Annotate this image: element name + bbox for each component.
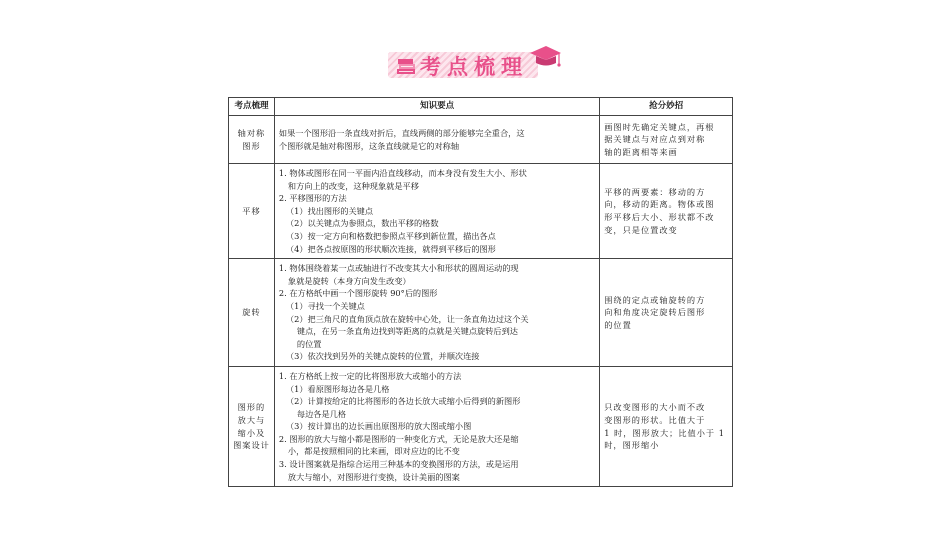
knowledge-line: 3. 设计图案就是指综合运用三种基本的变换图形的方法，或是运用 — [278, 459, 519, 470]
knowledge-line: 小，都是按照相同的比来画，即对应边的比不变 — [287, 446, 460, 457]
knowledge-line: 2. 在方格纸中画一个图形旋转 90°后的图形 — [278, 288, 438, 299]
knowledge-line: （3）按计算出的边长画出原图形的放大图或缩小图 — [285, 421, 472, 432]
knowledge-cell — [274, 116, 599, 164]
tip-cell — [600, 116, 733, 164]
knowledge-table — [228, 97, 733, 487]
table-row — [229, 116, 733, 164]
knowledge-line: 的位置 — [296, 338, 322, 349]
tip-line: 变图形的形状。比值大于 — [604, 414, 706, 425]
knowledge-line: 和方向上的改变，这种现象就是平移 — [287, 180, 419, 191]
topic-line: 图案设计 — [233, 440, 270, 451]
knowledge-line: （1）找出图形的关键点 — [285, 205, 374, 216]
tip-line: 围绕的定点或轴旋转的方 — [604, 294, 706, 305]
tip-line: 变，只是位置改变 — [604, 224, 678, 235]
knowledge-line: （2）以关键点为参照点，数出平移的格数 — [285, 218, 439, 229]
topic-line: 旋转 — [242, 307, 261, 318]
header-tips: 抢分妙招 — [600, 98, 733, 116]
knowledge-line: 1. 物体或图形在同一平面内沿直线移动，而本身没有发生大小、形状 — [278, 168, 527, 178]
table-row — [229, 366, 733, 486]
tip-line: 只改变图形的大小而不改 — [604, 402, 706, 413]
knowledge-line: 2. 图形的放大与缩小都是图形的一种变化方式，无论是放大还是缩 — [278, 433, 519, 444]
knowledge-cell — [274, 259, 599, 367]
books-icon — [396, 58, 418, 76]
knowledge-line: （2）把三角尺的直角顶点放在旋转中心处，让一条直角边过这个关 — [285, 313, 529, 324]
knowledge-line: 每边各是几格 — [296, 408, 347, 419]
topic-cell — [229, 366, 275, 486]
knowledge-line: （4）把各点按原图的形状顺次连接，就得到平移后的图形 — [285, 243, 496, 254]
knowledge-line: 放大与缩小，对图形进行变换，设计美丽的图案 — [287, 471, 460, 482]
tip-line: 时，图形缩小 — [604, 440, 660, 451]
tip-line: 1 时，图形放大；比值小于 1 — [604, 427, 725, 438]
knowledge-line: 1. 在方格纸上按一定的比将图形放大或缩小的方法 — [278, 370, 462, 381]
graduation-cap-icon — [528, 44, 562, 70]
topic-line: 图形的 — [237, 402, 266, 413]
knowledge-line: 个图形就是轴对称图形，这条直线就是它的对称轴 — [278, 140, 460, 151]
header-topic: 考点梳理 — [229, 98, 275, 116]
table-row — [229, 164, 733, 259]
tip-line: 向，移动的距离。物体或图 — [604, 199, 715, 210]
topic-line: 缩小及 — [237, 427, 266, 438]
knowledge-cell — [274, 366, 599, 486]
header-knowledge: 知识要点 — [274, 98, 599, 116]
topic-cell — [229, 164, 275, 259]
topic-cell — [229, 116, 275, 164]
topic-line: 放大与 — [237, 414, 266, 425]
topic-cell — [229, 259, 275, 367]
knowledge-line: 1. 物体围绕着某一点或轴进行不改变其大小和形状的圆周运动的现 — [278, 263, 519, 274]
knowledge-cell — [274, 164, 599, 259]
tip-cell — [600, 164, 733, 259]
knowledge-line: （3）依次找到另外的关键点旋转的位置，并顺次连接 — [285, 351, 480, 362]
knowledge-line: 2. 平移图形的方法 — [278, 193, 347, 204]
tip-line: 形平移后大小、形状都不改 — [604, 212, 715, 223]
tip-cell — [600, 259, 733, 367]
topic-line: 平移 — [242, 205, 261, 216]
knowledge-line: 如果一个图形沿一条直线对折后，直线两侧的部分能够完全重合，这 — [278, 127, 525, 138]
table-header-row — [229, 98, 733, 116]
tip-cell — [600, 366, 733, 486]
knowledge-line: （2）计算按给定的比将图形的各边长放大或缩小后得到的新图形 — [285, 396, 521, 407]
tip-line: 平移的两要素：移动的方 — [604, 186, 706, 197]
knowledge-line: （1）寻找一个关键点 — [285, 300, 365, 311]
tip-line: 的位置 — [604, 319, 632, 330]
table-row — [229, 259, 733, 367]
knowledge-line: （1）看原图形每边各是几格 — [285, 383, 390, 394]
section-banner — [388, 44, 564, 86]
tip-line: 向和角度决定旋转后图形 — [604, 307, 706, 318]
topic-line: 轴对称 — [237, 127, 266, 138]
tip-line: 据关键点与对应点到对称 — [604, 134, 706, 145]
knowledge-line: （3）按一定方向和格数把参照点平移到新位置，描出各点 — [285, 230, 496, 241]
knowledge-line: 键点，在另一条直角边找到等距离的点就是关键点旋转后到达 — [296, 326, 518, 337]
topic-line: 图形 — [242, 140, 261, 151]
banner-title: 考点梳理 — [420, 55, 528, 79]
tip-line: 画图时先确定关键点，再根 — [604, 121, 715, 132]
tip-line: 轴的距离相等来画 — [604, 146, 678, 157]
knowledge-line: 象就是旋转（本身方向发生改变） — [287, 275, 411, 286]
